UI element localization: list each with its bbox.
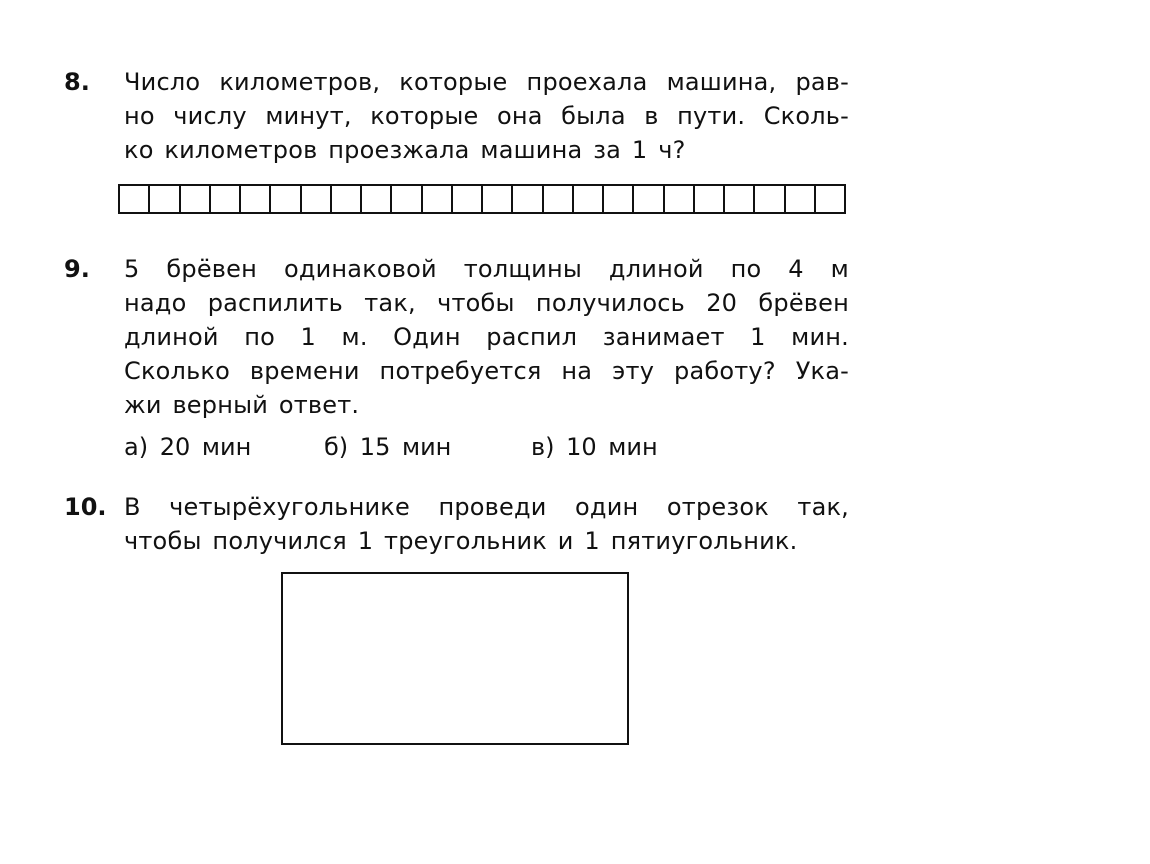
answer-cell[interactable] xyxy=(330,186,360,212)
answer-cell[interactable] xyxy=(602,186,632,212)
answer-cell[interactable] xyxy=(421,186,451,212)
answer-cell[interactable] xyxy=(632,186,662,212)
answer-cell[interactable] xyxy=(239,186,269,212)
task-text-line: но числу минут, которые она была в пути. Сколь- xyxy=(124,102,849,130)
answer-cell[interactable] xyxy=(360,186,390,212)
task-text-line: Число километров, которые проехала машина, рав- xyxy=(124,68,849,96)
task-text-line: 5 брёвен одинаковой толщины длиной по 4 м xyxy=(124,255,849,283)
answer-options xyxy=(124,430,658,464)
answer-cell[interactable] xyxy=(784,186,814,212)
answer-cell[interactable] xyxy=(148,186,178,212)
answer-cell[interactable] xyxy=(300,186,330,212)
task-number: 10. xyxy=(64,493,107,521)
task-text xyxy=(124,252,849,422)
answer-cell[interactable] xyxy=(542,186,572,212)
answer-cell[interactable] xyxy=(511,186,541,212)
task-text-line: длиной по 1 м. Один распил занимает 1 мин. xyxy=(124,323,849,351)
task-text xyxy=(124,65,849,167)
answer-cell[interactable] xyxy=(723,186,753,212)
answer-cell[interactable] xyxy=(179,186,209,212)
option-c[interactable]: в) 10 мин xyxy=(531,433,658,461)
task-number: 9. xyxy=(64,255,90,283)
answer-cell[interactable] xyxy=(209,186,239,212)
task-text-line: В четырёхугольнике проведи один отрезок так, xyxy=(124,493,849,521)
task-text-line: ко километров проезжала машина за 1 ч? xyxy=(124,136,686,164)
answer-cell[interactable] xyxy=(663,186,693,212)
option-a[interactable]: а) 20 мин xyxy=(124,433,252,461)
answer-cell[interactable] xyxy=(118,186,148,212)
answer-cell[interactable] xyxy=(390,186,420,212)
answer-cell[interactable] xyxy=(572,186,602,212)
answer-cell[interactable] xyxy=(481,186,511,212)
answer-cell[interactable] xyxy=(451,186,481,212)
answer-cell[interactable] xyxy=(753,186,783,212)
task-text-line: надо распилить так, чтобы получилось 20 брёвен xyxy=(124,289,849,317)
answer-cell[interactable] xyxy=(269,186,299,212)
answer-cell[interactable] xyxy=(814,186,846,212)
task-text-line: жи верный ответ. xyxy=(124,391,360,419)
answer-cell[interactable] xyxy=(693,186,723,212)
option-b[interactable]: б) 15 мин xyxy=(324,433,452,461)
answer-cells-row[interactable] xyxy=(118,184,846,214)
task-number: 8. xyxy=(64,68,90,96)
task-text-line: Сколько времени потребуется на эту работу? Ука- xyxy=(124,357,849,385)
task-text xyxy=(124,490,849,558)
quadrilateral-figure[interactable] xyxy=(281,572,629,745)
task-text-line: чтобы получился 1 треугольник и 1 пятиугольник. xyxy=(124,527,798,555)
